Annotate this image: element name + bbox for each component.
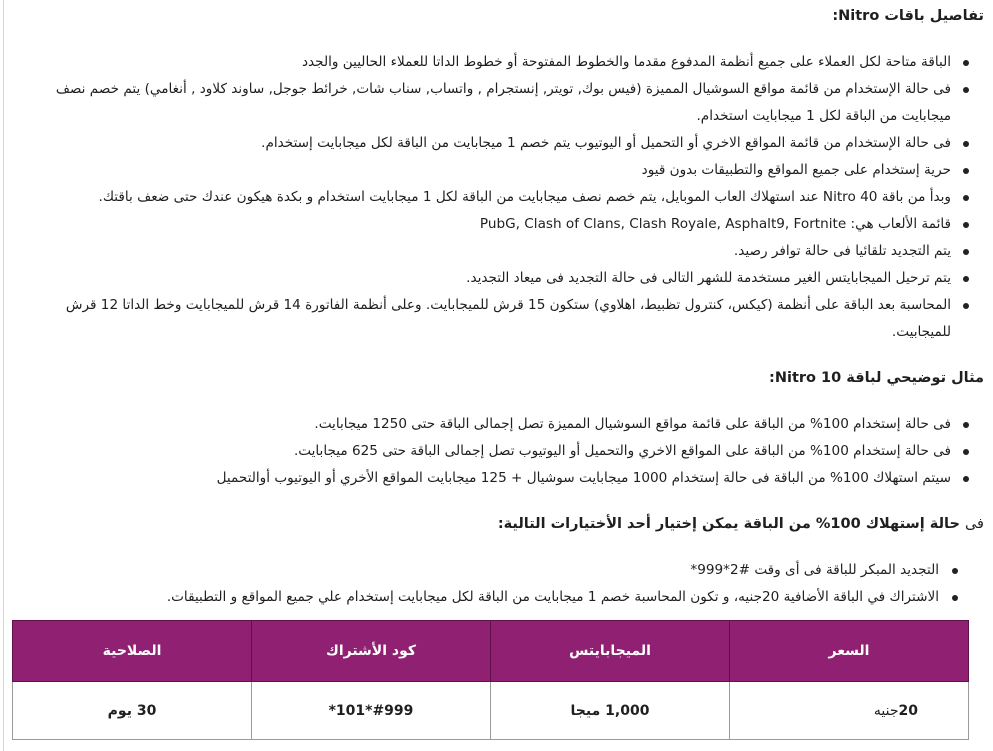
cell-price	[730, 682, 969, 740]
table-row	[13, 682, 969, 740]
list-item: فى حالة الإستخدام من قائمة المواقع الاخري أو التحميل أو اليوتيوب يتم خصم 1 ميجابايت من الباقة لكل ميجابايت إستخدام.	[18, 130, 951, 157]
list-item: التجديد المبكر للباقة فى أى وقت #2*999*	[18, 557, 939, 584]
cell-subscription-code: #999*101*	[252, 682, 491, 740]
options-heading	[18, 514, 984, 534]
list-item: الاشتراك في الباقة الأضافية 20جنيه، و تكون المحاسبة خصم 1 ميجابايت من الباقة لكل ميجابايت إستخدام علي جميع المواقع و التطبيقات.	[18, 584, 939, 611]
list-item: يتم التجديد تلقائيا فى حالة توافر رصيد.	[18, 238, 951, 265]
cell-validity: 30 يوم	[13, 682, 252, 740]
options-list	[18, 557, 984, 611]
package-table-container	[12, 620, 969, 740]
list-item: المحاسبة بعد الباقة على أنظمة (كيكس، كنترول تظبيط، اهلاوي) ستكون 15 قرش للميجابايت. وعلى أنظمة الفاتورة 14 قرش للميجابايت وخط الداتا 12 قرش للميجابيت.	[18, 292, 951, 346]
list-item: حرية إستخدام على جميع المواقع والتطبيقات بدون قيود	[18, 157, 951, 184]
cell-megabytes: 1,000 ميجا	[491, 682, 730, 740]
list-item: وبدأ من باقة Nitro 40 عند استهلاك العاب الموبايل، يتم خصم نصف ميجابايت من الباقة لكل 1 ميجابايت استخدام و بكدة هيكون عندك حتى ضعف باقتك.	[18, 184, 951, 211]
options-section	[18, 514, 984, 611]
example-heading: مثال توضيحي لباقة Nitro 10:	[769, 370, 984, 386]
price-unit: جنيه	[873, 702, 899, 719]
nitro-details-section	[18, 6, 984, 346]
list-item: سيتم استهلاك 100% من الباقة فى حالة إستخدام 1000 ميجابايت سوشيال + 125 ميجابايت المواقع الأخري أو اليوتيوب أوالتحميل	[18, 465, 951, 492]
header-price: السعر	[730, 621, 969, 682]
list-item: فى حالة إستخدام 100% من الباقة على المواقع الاخري والتحميل أو اليوتيوب تصل إجمالى الباقة حتى 625 ميجابايت.	[18, 438, 951, 465]
divider-line	[3, 0, 4, 751]
list-item: قائمة الألعاب هي: PubG, Clash of Clans, Clash Royale, Asphalt9, Fortnite	[18, 211, 951, 238]
example-section	[18, 368, 984, 492]
header-subscription-code: كود الأشتراك	[252, 621, 491, 682]
details-heading: تفاصيل باقات Nitro:	[832, 8, 984, 24]
options-heading-prefix: فى	[964, 516, 984, 532]
price-value: 20	[898, 702, 918, 719]
article-content	[18, 0, 984, 611]
table-header-row	[13, 621, 969, 682]
list-item: الباقة متاحة لكل العملاء على جميع أنظمة المدفوع مقدما والخطوط المفتوحة أو خطوط الداتا للعملاء الحاليين والجدد	[18, 49, 951, 76]
header-validity: الصلاحية	[13, 621, 252, 682]
example-list	[18, 411, 984, 492]
options-heading-text: حالة إستهلاك 100% من الباقة يمكن إختيار أحد الأختيارات التالية:	[497, 516, 965, 532]
list-item: فى حالة إستخدام 100% من الباقة على قائمة مواقع السوشيال المميزة تصل إجمالى الباقة حتى 1250 ميجابايت.	[18, 411, 951, 438]
details-list	[18, 49, 984, 346]
header-megabytes: الميجابايتس	[491, 621, 730, 682]
list-item: فى حالة الإستخدام من قائمة مواقع السوشيال المميزة (فيس بوك, تويتر, إنستجرام , واتساب, سناب شات, خرائط جوجل, ساوند كلاود , أنغامي) يتم خصم نصف ميجابايت من الباقة لكل 1 ميجابايت استخدام.	[18, 76, 951, 130]
list-item: يتم ترحيل الميجابايتس الغير مستخدمة للشهر التالى فى حالة التجديد فى ميعاد التجديد.	[18, 265, 951, 292]
package-table	[12, 620, 969, 740]
